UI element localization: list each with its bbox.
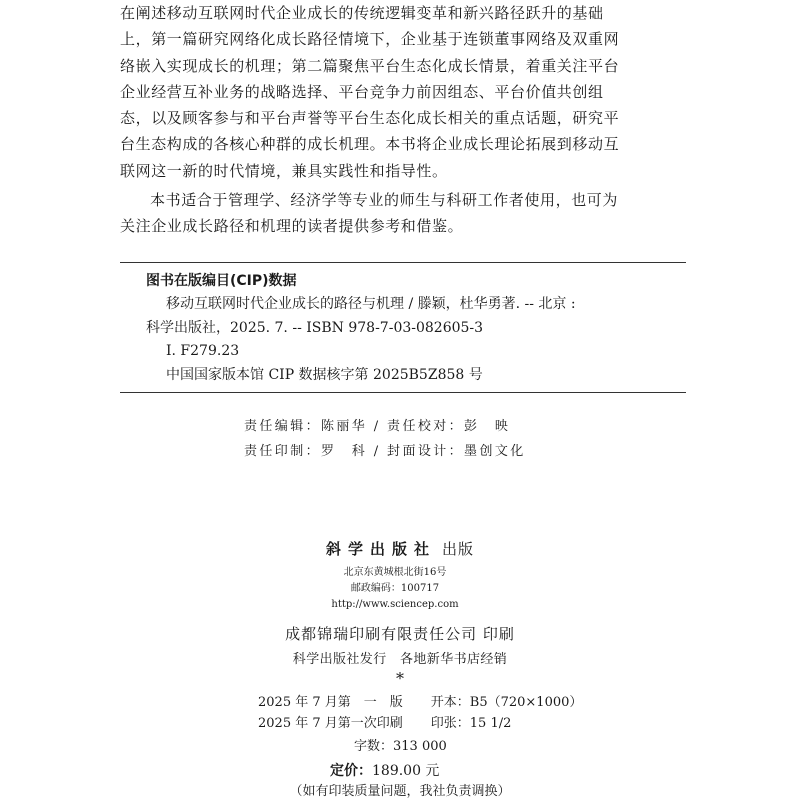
abstract-paragraph-1 [120,0,686,184]
separator-star: * [396,669,404,688]
cip-bottom-rule [120,392,686,393]
printing-row [258,713,582,734]
editorial-staff [244,414,526,464]
edition-row [258,692,582,713]
text-line: 在阐述移动互联网时代企业成长的传统逻辑变革和新兴路径跃升的基础 [120,4,604,22]
publisher-postcode: 邮政编码：100717 [350,583,440,594]
printer-line: 成都锦瑞印刷有限责任公司 印刷 [285,625,515,643]
price-line [330,760,439,780]
text-line: 联网这一新的时代情境，兼具实践性和指导性。 [120,161,448,180]
edition-info [258,692,582,734]
cip-top-rule [120,262,686,263]
text-line: 企业经营互补业务的战略选择、平台竞争力前因组态、平台价值共创组 [120,82,604,101]
publisher-logo-name: 斜学出版社 [325,540,436,558]
price-label: 定价： [330,763,372,779]
text-line: 本书适合于管理学、经济学等专业的师生与科研工作者使用，也可为 [150,191,619,210]
distribution-line: 科学出版社发行 各地新华书店经销 [292,652,508,667]
sheets-text: 印张：15 1/2 [430,716,512,731]
staff-line-production: 责任印制：罗 科 / 封面设计：墨创文化 [244,444,526,459]
word-count: 字数：313 000 [354,739,447,754]
cip-line-classification: Ⅰ. F279.23 [166,343,240,359]
abstract-paragraph-2 [120,187,686,240]
text-line: 态，以及顾客参与和平台声誉等平台生态化成长相关的重点话题，研究平 [120,109,620,128]
publisher-block [0,538,800,688]
cip-line-title: 移动互联网时代企业成长的路径与机理 / 滕颖，杜华勇著. -- 北京 : [166,296,576,312]
publisher-suffix: 出版 [442,540,475,558]
staff-line-editor: 责任编辑：陈丽华 / 责任校对：彭 映 [244,419,511,434]
printing-text: 2025 年 7 月第一次印刷 [258,716,403,731]
cip-line-publisher: 科学出版社，2025. 7. -- ISBN 978-7-03-082605-3 [146,319,484,336]
quality-notice: （如有印装质量问题，我社负责调换） [289,784,511,799]
publisher-line [0,538,800,559]
cip-heading: 图书在版编目(CIP)数据 [146,273,297,289]
text-line: 关注企业成长路径和机理的读者提供参考和借鉴。 [120,217,464,236]
cip-line-record-number: 中国国家版本馆 CIP 数据核字第 2025B5Z858 号 [166,366,483,383]
text-line: 络嵌入实现成长的机理；第二篇聚焦平台生态化成长情景，着重关注平台 [120,56,620,75]
publisher-url: http://www.sciencep.com [331,599,459,610]
edition-text: 2025 年 7 月第 一 版 [258,695,403,710]
publisher-address: 北京东黄城根北街16号 [343,567,447,578]
format-text: 开本：B5（720×1000） [430,695,583,710]
book-abstract [120,0,686,240]
text-line: 台生态构成的各核心种群的成长机理。本书将企业成长理论拓展到移动互 [120,135,620,154]
cip-data-block [120,262,686,393]
price-value: 189.00 元 [372,763,440,779]
text-line: 上，第一篇研究网络化成长路径情境下，企业基于连锁董事网络及双重网 [120,30,620,49]
